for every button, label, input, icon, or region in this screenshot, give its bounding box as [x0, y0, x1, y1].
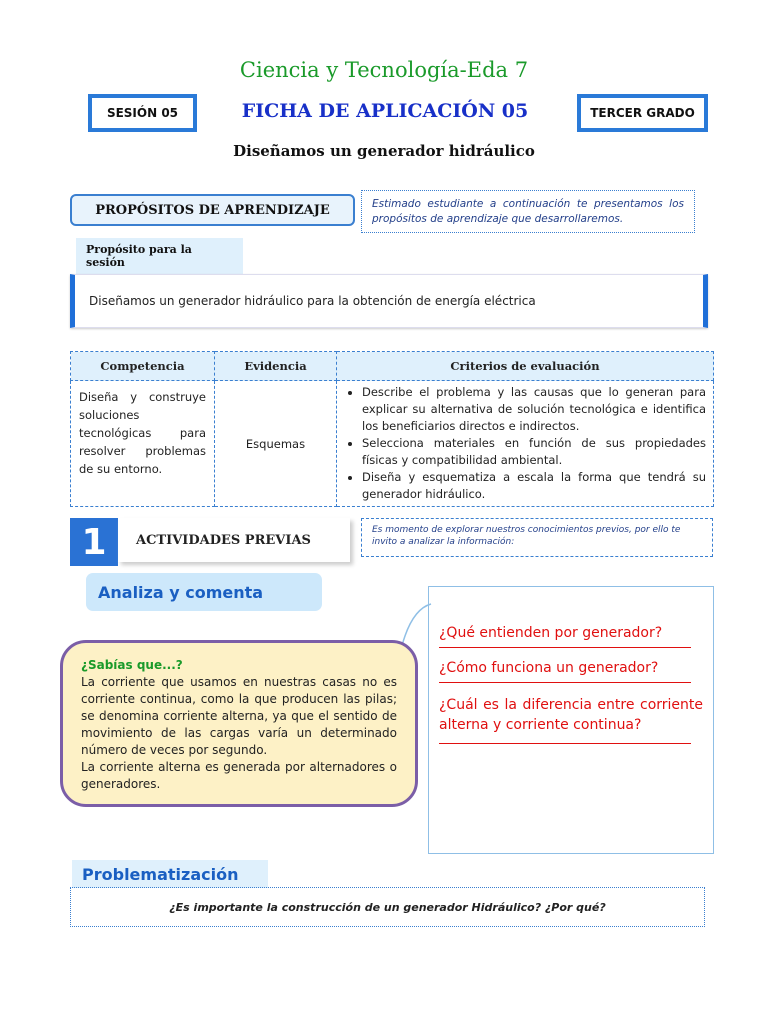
session-purpose-box: [70, 274, 708, 328]
activities-note: Es momento de explorar nuestros conocimientos previos, por ello te invito a analizar la información:: [361, 518, 713, 557]
purposes-title: PROPÓSITOS DE APRENDIZAJE: [70, 194, 355, 226]
criterios-list: [338, 382, 712, 505]
problem-question: ¿Es importante la construcción de un generador Hidráulico? ¿Por qué?: [169, 900, 606, 914]
header-criterios: Criterios de evaluación: [337, 352, 714, 381]
questions-panel: [428, 586, 714, 854]
course-title: Ciencia y Tecnología-Eda 7: [239, 58, 529, 82]
purposes-note: Estimado estudiante a continuación te presentamos los propósitos de aprendizaje que desarrollaremos.: [361, 190, 695, 233]
criterio-item: • Diseña y esquematiza a escala la forma que tendrá su generador hidráulico.: [362, 469, 706, 503]
grade-tag-label: TERCER GRADO: [581, 98, 704, 128]
did-you-know-p1: La corriente que usamos en nuestras casas no es corriente continua, como la que producen las pilas; se denomina corriente alterna, ya que el sentido de movimiento de las cargas varía un determinado número de veces por segundo.: [81, 675, 397, 757]
competencia-cell: [71, 381, 215, 507]
section-number: 1: [70, 518, 118, 566]
competency-table: [70, 351, 714, 507]
session-purpose-text: Diseñamos un generador hidráulico para la obtención de energía eléctrica: [89, 294, 536, 308]
answer-line-2[interactable]: [439, 676, 691, 683]
analiza-label: Analiza y comenta: [86, 573, 322, 611]
sheet-title: FICHA DE APLICACIÓN 05: [241, 100, 529, 122]
did-you-know-p2: La corriente alterna es generada por alternadores o generadores.: [81, 760, 397, 791]
session-tag-label: SESIÓN 05: [92, 98, 193, 128]
page-subtitle: Diseñamos un generador hidráulico: [233, 142, 535, 160]
question-2: ¿Cómo funciona un generador?: [439, 660, 659, 676]
competencia-text: Diseña y construye soluciones tecnológicas para resolver problemas de su entorno.: [79, 390, 206, 476]
did-you-know-heading: ¿Sabías que...?: [81, 658, 183, 672]
header-evidencia: Evidencia: [215, 352, 337, 381]
session-purpose-label: Propósito para la sesión: [76, 238, 243, 274]
question-1: ¿Qué entienden por generador?: [439, 625, 663, 641]
answer-line-3[interactable]: [439, 735, 691, 744]
criterio-item: • Selecciona materiales en función de sus propiedades físicas y compatibilidad ambiental.: [362, 435, 706, 469]
grade-tag: [577, 94, 708, 132]
activities-title: ACTIVIDADES PREVIAS: [118, 518, 350, 562]
question-3: ¿Cuál es la diferencia entre corriente alterna y corriente continua?: [439, 697, 703, 733]
evidencia-text: Esquemas: [245, 436, 306, 451]
session-tag: [88, 94, 197, 132]
header-competencia: Competencia: [71, 352, 215, 381]
evidencia-cell: [215, 381, 337, 507]
problem-label: Problematización: [72, 860, 268, 888]
did-you-know-card: [60, 640, 418, 807]
criterio-item: • Describe el problema y las causas que lo generan para explicar su alternativa de solución tecnológica e identifica los beneficiarios directos e indirectos.: [362, 384, 706, 435]
criterios-cell: [337, 381, 714, 507]
answer-line-1[interactable]: [439, 641, 691, 648]
problem-box: [70, 887, 705, 927]
